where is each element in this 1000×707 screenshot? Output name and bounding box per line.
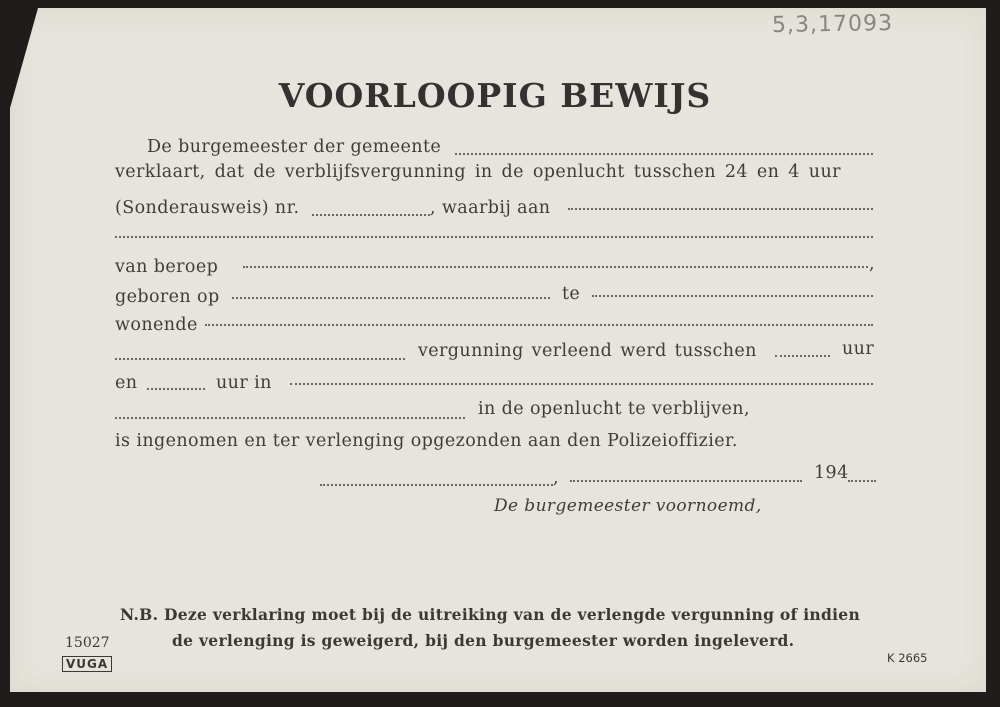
municipality-field[interactable] <box>455 153 873 155</box>
municipality-label: De burgemeester der gemeente <box>147 137 442 157</box>
occupation-field[interactable] <box>243 266 868 268</box>
residing-label: wonende <box>115 315 198 335</box>
year-field[interactable] <box>848 480 876 482</box>
holder-name-continued-field[interactable] <box>115 236 873 238</box>
permit-granted-label: vergunning verleend werd tusschen <box>418 341 757 361</box>
start-hour-field[interactable] <box>775 355 830 357</box>
year-prefix: 194 <box>814 463 849 483</box>
sonderausweis-number-field[interactable] <box>312 214 430 216</box>
occupation-label: van beroep <box>115 257 219 277</box>
signature-line: De burgemeester voornoemd, <box>494 496 762 516</box>
permit-holder-field[interactable] <box>115 358 405 360</box>
location-field[interactable] <box>290 383 873 385</box>
start-hour-unit: uur <box>842 339 875 359</box>
end-hour-label: uur in <box>216 373 272 393</box>
location-continued-field[interactable] <box>115 417 465 419</box>
end-hour-field[interactable] <box>147 388 205 390</box>
birth-place-field[interactable] <box>592 295 873 297</box>
birth-date-field[interactable] <box>232 297 550 299</box>
submission-text: is ingenomen en ter verlenging opgezonden aan den Polizeioffizier. <box>115 431 738 451</box>
occupation-comma: , <box>869 254 875 274</box>
and-label: en <box>115 373 138 393</box>
nb-note-line2: de verlenging is geweigerd, bij den burgemeester worden ingeleverd. <box>172 631 795 650</box>
date-field[interactable] <box>570 480 802 482</box>
printer-mark: VUGA <box>62 656 112 672</box>
outdoors-stay-text: in de openlucht te verblijven, <box>478 399 750 419</box>
nb-note-line1: N.B. Deze verklaring moet bij de uitreiking van de verlengde vergunning of indien <box>120 605 861 624</box>
sonderausweis-label: (Sonderausweis) nr. <box>115 198 300 218</box>
archive-number: 5,3,17093 <box>771 10 894 39</box>
place-field[interactable] <box>320 484 553 486</box>
date-comma: , <box>553 468 559 488</box>
form-number: 15027 <box>65 635 110 651</box>
address-field[interactable] <box>205 324 873 326</box>
declaration-text: verklaart, dat de verblijfsvergunning in de openlucht tusschen 24 en 4 uur <box>115 162 841 182</box>
holder-name-field[interactable] <box>568 208 873 210</box>
document-title: VOORLOOPIG BEWIJS <box>278 76 712 115</box>
form-code: K 2665 <box>887 651 928 665</box>
birth-place-label: te <box>562 284 581 304</box>
born-on-label: geboren op <box>115 287 220 307</box>
waarbij-aan-label: , waarbij aan <box>430 198 551 218</box>
